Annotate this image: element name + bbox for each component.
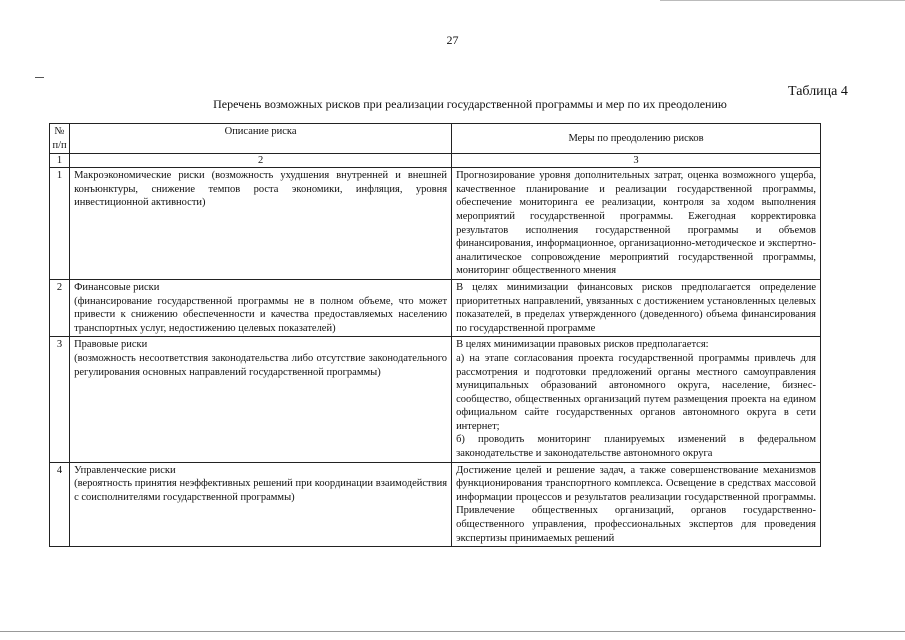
risk-description: (вероятность принятия неэффективных решений при координации взаимодействия с соисполнителями государственной программы) [74,478,448,503]
row-number: 2 [50,279,70,336]
risk-description-cell [70,337,452,462]
column-index: 2 [70,154,452,168]
header-num: № п/п [50,124,70,154]
table-row [50,337,821,462]
risk-title: Финансовые риски [74,281,160,293]
risk-measures: Прогнозирование уровня дополнительных затрат, оценка возможного ущерба, качественное планирование и реализации государственной программы, обеспечение мониторинга ее реализации, контроля за ходом выполнения мероприятий государственной программы. Ежегодная корректировка результатов исполнения государственной программы и объемов финансирования, информационное, организационно-методическое и экспертно-аналитическое сопровождение мероприятий государственной программы, мониторинг общественного мнения [452,168,821,280]
page-number: 27 [446,33,459,47]
header-measures: Меры по преодолению рисков [452,124,821,154]
table-row [50,168,821,280]
risk-measures: В целях минимизации финансовых рисков предполагается определение приоритетных направлений, увязанных с достижением установленных целевых показателей, в пределах утвержденного (доведенного) объема финансирования по государственной программе [452,279,821,336]
risk-measures-cell [452,337,821,462]
row-number: 4 [50,462,70,547]
risk-description-cell [70,279,452,336]
risk-description-cell [70,462,452,547]
scan-artifact-bottom [0,631,905,632]
row-number: 3 [50,337,70,462]
risk-description: Макроэкономические риски (возможность ухудшения внутренней и внешней конъюнктуры, снижение темпов роста экономики, инфляция, уровня инвестиционной активности) [70,168,452,280]
column-index: 1 [50,154,70,168]
measures-item-a: а) на этапе согласования проекта государственной программы привлечь для рассмотрения и подготовки предложений органы местного самоуправления муниципальных образований автономного округа, население, бизнес-сообщество, общественных организаций путем размещения проекта на едином официальном сайте государственных органов автономного округа в сети интернет; [456,352,816,432]
measures-item-b: б) проводить мониторинг планируемых изменений в федеральном законодательстве и законодательстве автономного округа [456,434,816,460]
table-row [50,462,821,547]
document-title: Перечень возможных рисков при реализации государственной программы и мер по их преодолению [213,97,727,111]
column-index-row [50,154,821,168]
risk-table [49,123,821,547]
risk-title: Управленческие риски [74,464,176,476]
table-label: Таблица 4 [788,84,848,99]
header-risk-description: Описание риска [70,124,452,154]
row-number: 1 [50,168,70,280]
scan-artifact-top [660,0,905,1]
table-header-row [50,124,821,154]
risk-title: Правовые риски [74,339,148,351]
scan-speck [35,77,44,78]
risk-measures: Достижение целей и решение задач, а также совершенствование механизмов функционирования транспортного комплекса. Освещение в средствах массовой информации процессов и результатов реализации государственной программы. Привлечение общественных организаций, органов государственно-общественного управления, профессиональных экспертов для проведения экспертизы принимаемых решений [452,462,821,547]
risk-description: (возможность несоответствия законодательства либо отсутствие законодательного регулирования основных направлений государственной программы) [74,352,448,378]
risk-description: (финансирование государственной программы не в полном объеме, что может привести к снижению обеспеченности и качества предоставляемых населению транспортных услуг, недостижению целевых показателей) [74,295,448,334]
table-row [50,279,821,336]
column-index: 3 [452,154,821,168]
measures-intro: В целях минимизации правовых рисков предполагается: [456,339,709,351]
